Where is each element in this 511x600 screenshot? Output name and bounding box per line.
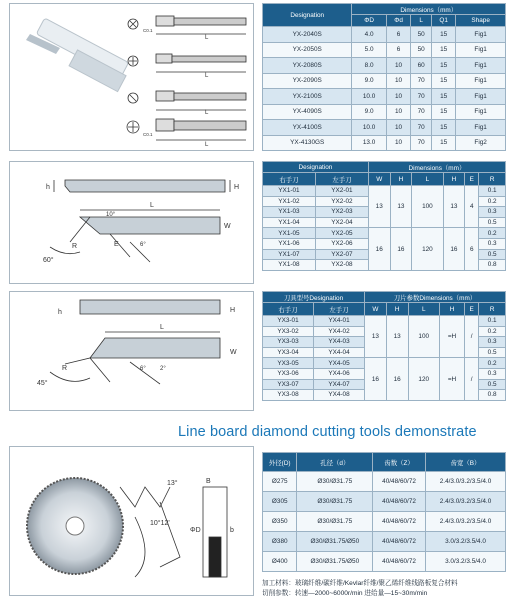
d1-label-L: L xyxy=(205,35,209,41)
sub-header-cell: H xyxy=(390,173,412,186)
d1-label-L3: L xyxy=(205,110,209,116)
d2-label-h: h xyxy=(46,184,50,191)
d2-label-E: E xyxy=(114,241,119,248)
table-cell: 70 xyxy=(411,73,432,89)
table-cell: 10 xyxy=(386,73,411,89)
table-cell: Ø30/Ø31.75 xyxy=(297,492,373,512)
sub-header-cell: 左手刀 xyxy=(315,173,368,186)
table-cell: Ø30/Ø31.75 xyxy=(297,512,373,532)
table-cell: Ø400 xyxy=(263,552,297,572)
right-hand-code: YX1-03 xyxy=(263,207,316,218)
table-cell: 40/48/60/72 xyxy=(373,512,426,532)
dim-h: 13 xyxy=(386,316,408,358)
sub-header-cell: W xyxy=(368,173,390,186)
sub-header-cell: 左手刀 xyxy=(313,303,364,316)
d3-label-L: L xyxy=(160,324,164,331)
table-cell: 15 xyxy=(432,42,456,58)
table-cell: 3.0/3.2/3.5/4.0 xyxy=(426,532,506,552)
table-cell: Ø305 xyxy=(263,492,297,512)
table-cell: 15 xyxy=(432,104,456,120)
table-row xyxy=(263,73,506,89)
section-title: Line board diamond cutting tools demonstrate xyxy=(178,424,477,440)
table-cell: 10 xyxy=(386,135,411,151)
sub-header-row xyxy=(263,173,506,186)
sub-header-cell: H xyxy=(439,303,464,316)
table-cell: 2.4/3.0/3.2/3.5/4.0 xyxy=(426,492,506,512)
table-cell: 70 xyxy=(411,89,432,105)
table-cell: 10 xyxy=(386,58,411,74)
radius-r: 0.3 xyxy=(479,207,506,218)
table-cell: 40/48/60/72 xyxy=(373,552,426,572)
right-hand-code: YX1-01 xyxy=(263,186,316,197)
table-cell: 15 xyxy=(432,135,456,151)
sub-header-cell: W xyxy=(364,303,386,316)
materials-note: 加工材料：玻璃纤维/碳纤维/Kevlar纤维/聚乙烯纤维线路板复合材料 xyxy=(262,580,458,587)
left-hand-code: YX2-08 xyxy=(315,260,368,271)
table-cell: Fig1 xyxy=(456,104,506,120)
d4-label-10-12deg: 10°12' xyxy=(150,520,170,527)
sub-header-cell: 右手刀 xyxy=(263,173,316,186)
column-header: 外径(D) xyxy=(263,453,297,472)
column-header: 齿数（Z） xyxy=(373,453,426,472)
table-cell: 15 xyxy=(432,89,456,105)
t2-dims-header: Dimensions（mm） xyxy=(368,162,505,173)
dim-l: 100 xyxy=(408,316,439,358)
dims-header: Dimensions（mm） xyxy=(352,4,506,15)
radius-r: 0.3 xyxy=(479,238,506,249)
dim-h2: =H xyxy=(439,358,464,400)
right-hand-code: YX1-06 xyxy=(263,238,316,249)
right-hand-code: YX1-08 xyxy=(263,260,316,271)
d3-label-h: h xyxy=(58,309,62,316)
table-cell: 10.0 xyxy=(352,89,386,105)
sub-header-cell: E xyxy=(465,173,479,186)
col-phid: Φd xyxy=(386,15,411,27)
right-hand-code: YX3-02 xyxy=(263,326,314,337)
left-hand-code: YX4-07 xyxy=(313,379,364,390)
left-hand-code: YX2-05 xyxy=(315,228,368,239)
cutting-params-note: 切削参数：转速—2000~6000r/min 进给量—15~30m/min xyxy=(262,590,428,597)
right-hand-code: YX1-02 xyxy=(263,196,316,207)
right-hand-code: YX3-08 xyxy=(263,390,314,401)
table-cell: Fig1 xyxy=(456,73,506,89)
table-cell: YX-2100S xyxy=(263,89,352,105)
dim-h2: 13 xyxy=(443,186,465,228)
d2-label-W: W xyxy=(224,223,231,230)
table-cell: YX-2080S xyxy=(263,58,352,74)
left-hand-code: YX4-05 xyxy=(313,358,364,369)
left-hand-code: YX4-04 xyxy=(313,347,364,358)
radius-r: 0.5 xyxy=(479,347,506,358)
sub-header-cell: H xyxy=(443,173,465,186)
dim-l: 120 xyxy=(408,358,439,400)
sub-header-cell: R xyxy=(479,173,506,186)
table-cell: YX-4130GS xyxy=(263,135,352,151)
sub-header-cell: H xyxy=(386,303,408,316)
table-cell: Ø30/Ø31.75/Ø50 xyxy=(297,532,373,552)
table-cell: 40/48/60/72 xyxy=(373,532,426,552)
table-row xyxy=(263,532,506,552)
table-cell: 40/48/60/72 xyxy=(373,472,426,492)
table-cell: 9.0 xyxy=(352,104,386,120)
table-cell: Ø30/Ø31.75/Ø50 xyxy=(297,552,373,572)
d4-label-B: B xyxy=(206,478,211,485)
table-cell: 70 xyxy=(411,135,432,151)
table-cell: 10 xyxy=(386,89,411,105)
table-cell: 60 xyxy=(411,58,432,74)
col-L: L xyxy=(411,15,432,27)
dim-l: 120 xyxy=(412,228,443,270)
left-hand-code: YX2-01 xyxy=(315,186,368,197)
table-cell: 10.0 xyxy=(352,120,386,136)
left-hand-code: YX4-06 xyxy=(313,368,364,379)
table-row xyxy=(263,120,506,136)
radius-r: 0.2 xyxy=(479,358,506,369)
table-cell: Ø380 xyxy=(263,532,297,552)
right-hand-code: YX1-05 xyxy=(263,228,316,239)
radius-r: 0.5 xyxy=(479,379,506,390)
column-header: 齿宽（B） xyxy=(426,453,506,472)
d1-label-L2: L xyxy=(205,73,209,79)
endmill-table xyxy=(262,3,506,151)
d2-label-10deg: 10° xyxy=(106,212,116,218)
endmill-drawing xyxy=(10,4,253,150)
table-cell: 2.4/3.0/3.2/3.5/4.0 xyxy=(426,472,506,492)
dim-w: 16 xyxy=(368,228,390,270)
table-cell: YX-2090S xyxy=(263,73,352,89)
table-row xyxy=(263,42,506,58)
table-cell: Ø350 xyxy=(263,512,297,532)
table-cell: 10 xyxy=(386,104,411,120)
table-cell: YX-4090S xyxy=(263,104,352,120)
saw-blade-table xyxy=(262,452,506,572)
table-cell: YX-4100S xyxy=(263,120,352,136)
left-hand-code: YX2-06 xyxy=(315,238,368,249)
table-row xyxy=(263,512,506,532)
left-hand-code: YX4-03 xyxy=(313,337,364,348)
d4-label-b: b xyxy=(230,527,234,534)
table-cell: YX-2040S xyxy=(263,27,352,43)
d3-label-45deg: 45° xyxy=(37,380,48,387)
table-cell: 15 xyxy=(432,120,456,136)
radius-r: 0.2 xyxy=(479,196,506,207)
dim-w: 13 xyxy=(368,186,390,228)
right-hand-code: YX1-07 xyxy=(263,249,316,260)
radius-r: 0.2 xyxy=(479,326,506,337)
table-cell: 6 xyxy=(386,27,411,43)
d3-label-W: W xyxy=(230,349,237,356)
table-cell: 70 xyxy=(411,120,432,136)
table-row xyxy=(263,58,506,74)
table-cell: Fig1 xyxy=(456,58,506,74)
table-row xyxy=(263,358,506,369)
left-hand-code: YX2-04 xyxy=(315,217,368,228)
d2-label-H: H xyxy=(234,184,240,191)
left-hand-code: YX4-01 xyxy=(313,316,364,327)
sub-header-cell: E xyxy=(465,303,479,316)
table-row xyxy=(263,552,506,572)
table-cell: 9.0 xyxy=(352,73,386,89)
table-cell: 15 xyxy=(432,27,456,43)
right-hand-code: YX3-07 xyxy=(263,379,314,390)
t3-dims-header: 刀片参数Dimensions（mm） xyxy=(364,292,505,303)
d3-label-2deg: 2° xyxy=(160,366,166,372)
dim-h: 16 xyxy=(390,228,412,270)
dim-h2: 16 xyxy=(443,228,465,270)
table-cell: Fig1 xyxy=(456,120,506,136)
table-cell: Ø30/Ø31.75 xyxy=(297,472,373,492)
radius-r: 0.5 xyxy=(479,217,506,228)
table-cell: Fig2 xyxy=(456,135,506,151)
table-cell: 5.0 xyxy=(352,42,386,58)
table-row xyxy=(263,27,506,43)
sub-header-cell: 右手刀 xyxy=(263,303,314,316)
t2-designation-header: Designation xyxy=(263,162,369,173)
boring-tool-table xyxy=(262,291,506,401)
d1-label-C: C0.1 xyxy=(143,28,153,33)
col-Q1: Q1 xyxy=(432,15,456,27)
dim-e: 4 xyxy=(465,186,479,228)
table-row xyxy=(263,186,506,197)
d1-label-C2: C0.1 xyxy=(143,132,153,137)
table-cell: 3.0/3.2/3.5/4.0 xyxy=(426,552,506,572)
d4-label-D: ΦD xyxy=(190,527,201,534)
left-hand-code: YX4-08 xyxy=(313,390,364,401)
dim-w: 16 xyxy=(364,358,386,400)
d2-label-6deg: 6° xyxy=(140,242,146,248)
right-hand-code: YX1-04 xyxy=(263,217,316,228)
dim-w: 13 xyxy=(364,316,386,358)
col-shape: Shape xyxy=(456,15,506,27)
radius-r: 0.8 xyxy=(479,260,506,271)
dim-l: 100 xyxy=(412,186,443,228)
endmill-photo xyxy=(26,18,129,92)
right-hand-code: YX3-06 xyxy=(263,368,314,379)
right-hand-code: YX3-04 xyxy=(263,347,314,358)
d2-label-60deg: 60° xyxy=(43,257,54,264)
sub-header-row xyxy=(263,303,506,316)
boring-tool-drawing-panel xyxy=(9,291,254,411)
dim-e: 6 xyxy=(465,228,479,270)
left-hand-code: YX2-03 xyxy=(315,207,368,218)
endmill-drawing-panel xyxy=(9,3,254,151)
table-cell: 15 xyxy=(432,58,456,74)
radius-r: 0.3 xyxy=(479,368,506,379)
table-cell: 15 xyxy=(432,73,456,89)
table-cell: 2.4/3.0/3.2/3.5/4.0 xyxy=(426,512,506,532)
table-cell: 50 xyxy=(411,27,432,43)
table-cell: 8.0 xyxy=(352,58,386,74)
d1-label-L4: L xyxy=(205,142,209,148)
table-cell: Ø275 xyxy=(263,472,297,492)
d2-label-R: R xyxy=(72,243,78,250)
left-hand-code: YX2-07 xyxy=(315,249,368,260)
table-row xyxy=(263,316,506,327)
d4-label-13deg: 13° xyxy=(167,480,178,487)
dim-e: / xyxy=(465,358,479,400)
radius-r: 0.1 xyxy=(479,186,506,197)
dim-h2: =H xyxy=(439,316,464,358)
table-cell: Fig1 xyxy=(456,42,506,58)
sub-header-cell: R xyxy=(479,303,506,316)
col-phiD: ΦD xyxy=(352,15,386,27)
radius-r: 0.1 xyxy=(479,316,506,327)
radius-r: 0.2 xyxy=(479,228,506,239)
d3-label-H: H xyxy=(230,307,236,314)
saw-blade-photo xyxy=(27,478,123,574)
right-hand-code: YX3-01 xyxy=(263,316,314,327)
right-hand-code: YX3-05 xyxy=(263,358,314,369)
radius-r: 0.3 xyxy=(479,337,506,348)
table-cell: 70 xyxy=(411,104,432,120)
sub-header-cell: L xyxy=(412,173,443,186)
table-cell: 50 xyxy=(411,42,432,58)
col-designation: Designation xyxy=(263,4,352,27)
sub-header-cell: L xyxy=(408,303,439,316)
d3-label-R: R xyxy=(62,365,68,372)
dim-e: / xyxy=(465,316,479,358)
table-row xyxy=(263,104,506,120)
saw-blade-drawing-panel xyxy=(9,446,254,596)
table-row xyxy=(263,492,506,512)
table-cell: 4.0 xyxy=(352,27,386,43)
radius-r: 0.5 xyxy=(479,249,506,260)
table-cell: Fig1 xyxy=(456,89,506,105)
left-hand-code: YX4-02 xyxy=(313,326,364,337)
turning-tool-drawing-panel xyxy=(9,161,254,284)
saw-blade-drawing xyxy=(10,447,253,595)
table-cell: 10 xyxy=(386,120,411,136)
right-hand-code: YX3-03 xyxy=(263,337,314,348)
table-cell: 6 xyxy=(386,42,411,58)
dim-h: 13 xyxy=(390,186,412,228)
radius-r: 0.8 xyxy=(479,390,506,401)
table-cell: 13.0 xyxy=(352,135,386,151)
turning-tool-drawing xyxy=(10,162,253,283)
t3-designation-header: 刀具型号Designation xyxy=(263,292,365,303)
boring-tool-drawing xyxy=(10,292,253,410)
left-hand-code: YX2-02 xyxy=(315,196,368,207)
table-row xyxy=(263,135,506,151)
table-row xyxy=(263,89,506,105)
table-cell: Fig1 xyxy=(456,27,506,43)
d3-label-6deg: 6° xyxy=(140,366,146,372)
dim-h: 16 xyxy=(386,358,408,400)
table-row xyxy=(263,472,506,492)
table-cell: YX-2050S xyxy=(263,42,352,58)
table-row xyxy=(263,228,506,239)
column-header: 孔径（d） xyxy=(297,453,373,472)
turning-tool-table xyxy=(262,161,506,271)
d2-label-L: L xyxy=(150,202,154,209)
table-cell: 40/48/60/72 xyxy=(373,492,426,512)
